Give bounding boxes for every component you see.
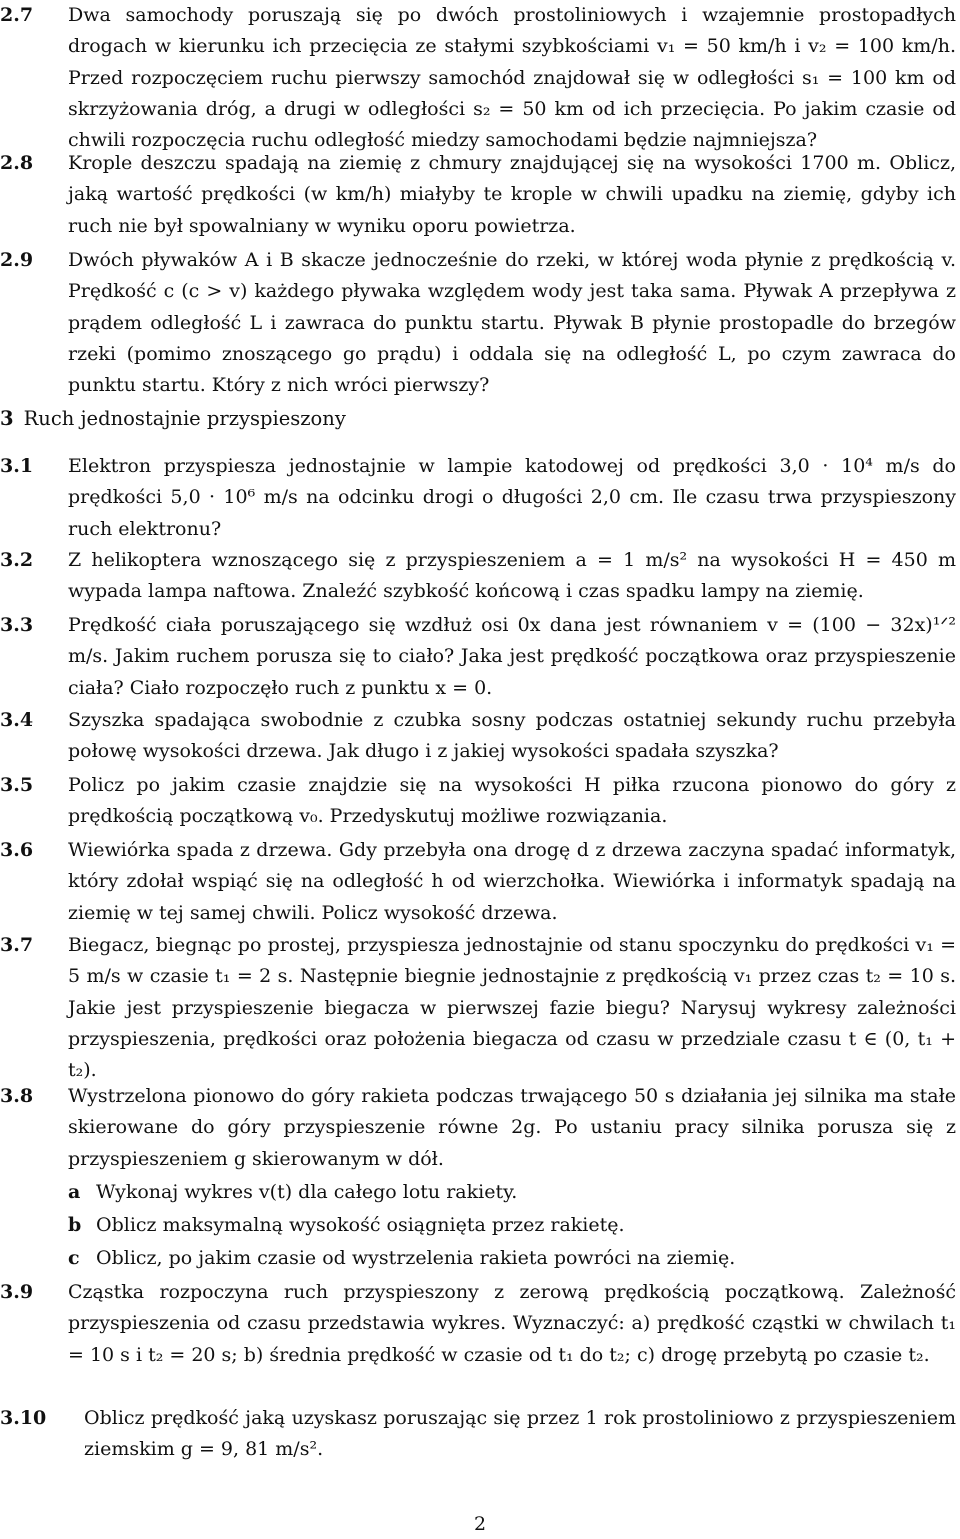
problem-number: 3.10 bbox=[0, 1407, 47, 1429]
problem-3-5 bbox=[0, 770, 956, 833]
problem-text: Krople deszczu spadają na ziemię z chmury znajdującej się na wysokości 1700 m. Oblicz, jaką wartość prędkości (w km/h) miałyby te krople w chwili upadku na ziemię, gdyby ich ruch nie był spowalniany w wyniku oporu powietrza. bbox=[68, 152, 956, 237]
problem-3-9 bbox=[0, 1277, 956, 1371]
problem-3-7 bbox=[0, 930, 956, 1086]
section-number: 3 bbox=[0, 407, 14, 430]
problem-number: 3.2 bbox=[0, 549, 34, 571]
subitem-letter: a bbox=[68, 1181, 81, 1203]
subitem-b bbox=[68, 1210, 956, 1240]
problem-number: 2.7 bbox=[0, 4, 34, 26]
problem-number: 3.8 bbox=[0, 1085, 34, 1107]
problem-text: Oblicz prędkość jaką uzyskasz poruszając się przez 1 rok prostoliniowo z przyspieszeniem ziemskim g = 9, 81 m/s². bbox=[84, 1407, 956, 1461]
problem-text: Elektron przyspiesza jednostajnie w lampie katodowej od prędkości 3,0 · 10⁴ m/s do prędkości 5,0 · 10⁶ m/s na odcinku drogi o długości 2,0 cm. Ile czasu trwa przyspieszony ruch elektronu? bbox=[68, 455, 956, 540]
problem-number: 2.9 bbox=[0, 249, 34, 271]
problem-2-9 bbox=[0, 245, 956, 401]
problem-number: 3.3 bbox=[0, 614, 34, 636]
problem-number: 2.8 bbox=[0, 152, 34, 174]
subitem-letter: b bbox=[68, 1214, 82, 1236]
problem-text: Prędkość ciała poruszającego się wzdłuż osi 0x dana jest równaniem v = (100 − 32x)¹ᐟ² m/s. Jakim ruchem porusza się to ciało? Jaka jest prędkość początkowa oraz przyspieszenie ciała? Ciało rozpoczęło ruch z punktu x = 0. bbox=[68, 614, 956, 699]
problem-3-2 bbox=[0, 545, 956, 608]
problem-number: 3.1 bbox=[0, 455, 34, 477]
problem-number: 3.6 bbox=[0, 839, 34, 861]
problem-text: Policz po jakim czasie znajdzie się na wysokości H piłka rzucona pionowo do góry z prędkością początkową v₀. Przedyskutuj możliwe rozwiązania. bbox=[68, 774, 956, 828]
section-heading bbox=[0, 404, 346, 434]
problem-number: 3.9 bbox=[0, 1281, 34, 1303]
problem-text: Wiewiórka spada z drzewa. Gdy przebyła ona drogę d z drzewa zaczyna spadać informatyk, który zdołał wspiąć się na odległość h od wierzchołka. Wiewiórka i informatyk spadają na ziemię w tej samej chwili. Policz wysokość drzewa. bbox=[68, 839, 956, 924]
subitem-text: Oblicz maksymalną wysokość osiągnięta przez rakietę. bbox=[96, 1214, 625, 1236]
problem-number: 3.7 bbox=[0, 934, 34, 956]
page-number: 2 bbox=[473, 1513, 487, 1535]
problem-2-7 bbox=[0, 0, 956, 156]
problem-3-3 bbox=[0, 610, 956, 704]
problem-3-6 bbox=[0, 835, 956, 929]
problem-3-4 bbox=[0, 705, 956, 768]
problem-number: 3.5 bbox=[0, 774, 34, 796]
subitem-text: Wykonaj wykres v(t) dla całego lotu rakiety. bbox=[96, 1181, 518, 1203]
subitem-text: Oblicz, po jakim czasie od wystrzelenia rakieta powróci na ziemię. bbox=[96, 1247, 736, 1269]
problem-number: 3.4 bbox=[0, 709, 34, 731]
problem-3-8 bbox=[0, 1081, 956, 1175]
problem-text: Wystrzelona pionowo do góry rakieta podczas trwającego 50 s działania jej silnika ma stałe skierowane do góry przyspieszenie równe 2g. Po ustaniu pracy silnika porusza się z przyspieszeniem g skierowanym w dół. bbox=[68, 1085, 956, 1170]
problem-text: Dwóch pływaków A i B skacze jednocześnie do rzeki, w której woda płynie z prędkością v. Prędkość c (c > v) każdego pływaka względem wody jest taka sama. Pływak A przepływa z prądem odległość L i zawraca do punktu startu. Pływak B płynie prostopadle do brzegów rzeki (pomimo znoszącego go prądu) i oddala się na odległość L, po czym zawraca do punktu startu. Który z nich wróci pierwszy? bbox=[68, 249, 956, 397]
subitem-letter: c bbox=[68, 1247, 80, 1269]
problem-text: Szyszka spadająca swobodnie z czubka sosny podczas ostatniej sekundy ruchu przebyła połowę wysokości drzewa. Jak długo i z jakiej wysokości spadała szyszka? bbox=[68, 709, 956, 763]
subitem-a bbox=[68, 1177, 956, 1207]
problem-text: Biegacz, biegnąc po prostej, przyspiesza jednostajnie od stanu spoczynku do prędkości v₁ = 5 m/s w czasie t₁ = 2 s. Następnie biegnie jednostajnie z prędkością v₁ przez czas t₂ = 10 s. Jakie jest przyspieszenie biegacza w pierwszej fazie biegu? Narysuj wykresy zależności przyspieszenia, prędkości oraz położenia biegacza od czasu w przedziale czasu t ∈ (0, t₁ + t₂). bbox=[68, 934, 956, 1082]
section-title: Ruch jednostajnie przyspieszony bbox=[23, 407, 346, 430]
problem-text: Cząstka rozpoczyna ruch przyspieszony z zerową prędkością początkową. Zależność przyspieszenia od czasu przedstawia wykres. Wyznaczyć: a) prędkość cząstki w chwilach t₁ = 10 s i t₂ = 20 s; b) średnia prędkość w czasie od t₁ do t₂; c) drogę przebytą po czasie t₂. bbox=[68, 1281, 956, 1366]
problem-3-10 bbox=[0, 1403, 956, 1466]
subitem-c bbox=[68, 1243, 956, 1273]
problem-text: Dwa samochody poruszają się po dwóch prostoliniowych i wzajemnie prostopadłych drogach w kierunku ich przecięcia ze stałymi szybkościami v₁ = 50 km/h i v₂ = 100 km/h. Przed rozpoczęciem ruchu pierwszy samochód znajdował się w odległości s₁ = 100 km od skrzyżowania dróg, a drugi w odległości s₂ = 50 km od ich przecięcia. Po jakim czasie od chwili rozpoczęcia ruchu odległość miedzy samochodami będzie najmniejsza? bbox=[68, 4, 956, 152]
problem-2-8 bbox=[0, 148, 956, 242]
problem-3-1 bbox=[0, 451, 956, 545]
problem-text: Z helikoptera wznoszącego się z przyspieszeniem a = 1 m/s² na wysokości H = 450 m wypada lampa naftowa. Znaleźć szybkość końcową i czas spadku lampy na ziemię. bbox=[68, 549, 956, 603]
